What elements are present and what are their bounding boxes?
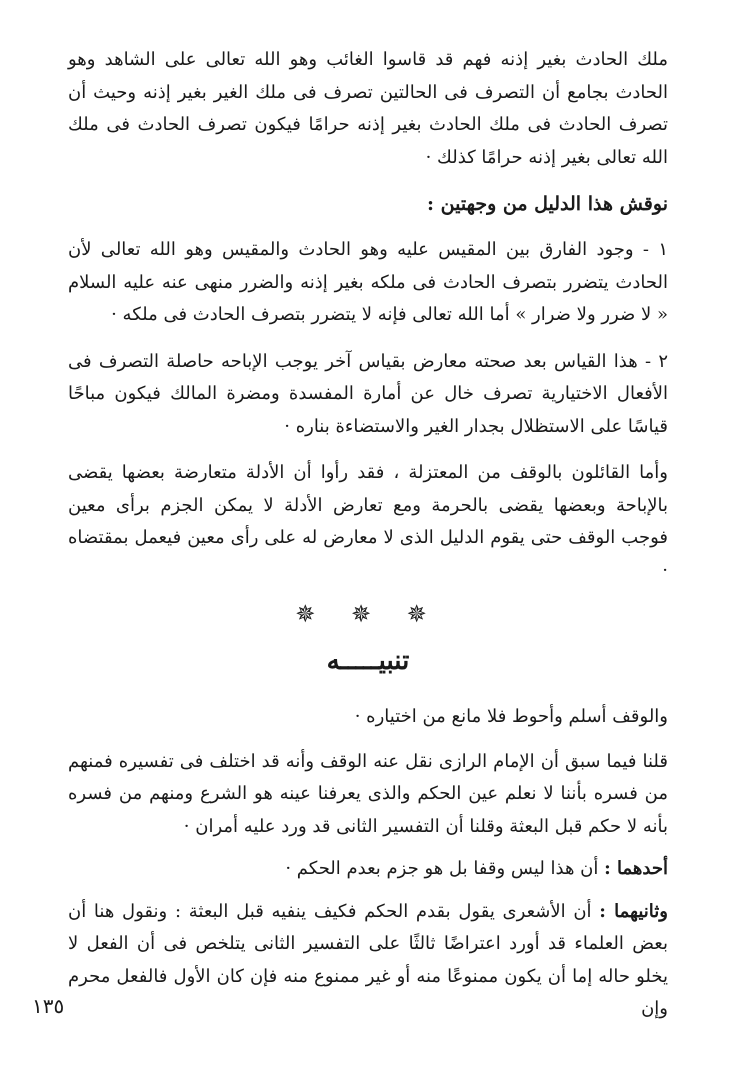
paragraph-second-point bbox=[68, 896, 668, 1026]
second-point-label: وثانيهما : bbox=[599, 900, 668, 922]
section-heading-discussion: نوقش هذا الدليل من وجهتين : bbox=[427, 193, 668, 215]
first-point-text: أن هذا ليس وقفا بل هو جزم بعدم الحكم · bbox=[285, 858, 605, 879]
tanbih-heading-wrap bbox=[68, 639, 668, 683]
paragraph-objection-1: ١ - وجود الفارق بين المقيس عليه وهو الحادث والمقيس وهو الله تعالى لأن الحادث يتضرر بتصرف الحادث فى ملكه بغير إذنه والضرر منهى عنه عليه السلام « لا ضرر ولا ضرار » أما الله تعالى فإنه لا يتضرر بتصرف الحادث فى ملكه · bbox=[68, 239, 668, 325]
paragraph-objection-2: ٢ - هذا القياس بعد صحته معارض بقياس آخر يوجب الإباحه حاصلة التصرف فى الأفعال الاختيارية تصرف خال عن أمارة المفسدة ومضرة المالك فيكون مباحًا قياسًا على الاستظلال بجدار الغير والاستضاءة بناره · bbox=[68, 350, 668, 437]
tanbih-heading: تنبيـــــه bbox=[326, 646, 410, 676]
paragraph-analogy: ملك الحادث بغير إذنه فهم قد قاسوا الغائب وهو الله تعالى على الشاهد وهو الحادث بجامع أن التصرف فى الحالتين تصرف فى ملك الغير بغير إذنه وحيث أن تصرف الحادث فى ملك الحادث بغير إذنه حرامًا فيكون تصرف الحادث فى ملك الله تعالى بغير إذنه حرامًا كذلك · bbox=[68, 49, 668, 168]
page-body bbox=[68, 44, 668, 1034]
paragraph-mutazila-waqf: وأما القائلون بالوقف من المعتزلة ، فقد رأوا أن الأدلة متعارضة بعضها يقضى بالإباحة وبعضها يقضى بالحرمة ومع تعارض الأدلة لا يمكن الجزم برأى معين فوجب الوقف حتى يقوم الدليل الذى لا معارض له على رأى معين فيعمل بمقتضاه · bbox=[68, 462, 668, 581]
second-point-text: أن الأشعرى يقول بقدم الحكم فكيف ينفيه قبل البعثة : ونقول هنا أن بعض العلماء قد أورد اعتراضًا ثالثًا على التفسير الثانى يتلخص فى أن الفعل لا يخلو حاله إما أن يكون ممنوعًا منه أو غير ممنوع منه فإن كان الأول فالفعل محرم وإن bbox=[68, 900, 668, 1019]
paragraph-waqf-safer: والوقف أسلم وأحوط فلا مانع من اختياره · bbox=[354, 706, 668, 727]
page-number: ١٣٥ bbox=[32, 994, 65, 1018]
first-point-label: أحدهما : bbox=[604, 858, 668, 879]
paragraph-razi: قلنا فيما سبق أن الإمام الرازى نقل عنه الوقف وأنه قد اختلف فى تفسيره فمنهم من فسره بأننا لا نعلم عين الحكم والذى يعرفنا عينه هو الشرع ومنهم من فسره بأنه لا حكم قبل البعثة وقلنا أن التفسير الثانى قد ورد عليه أمران · bbox=[68, 750, 668, 837]
paragraph-first-point bbox=[68, 853, 668, 886]
separator-stars: ✵ ✵ ✵ bbox=[295, 600, 441, 628]
